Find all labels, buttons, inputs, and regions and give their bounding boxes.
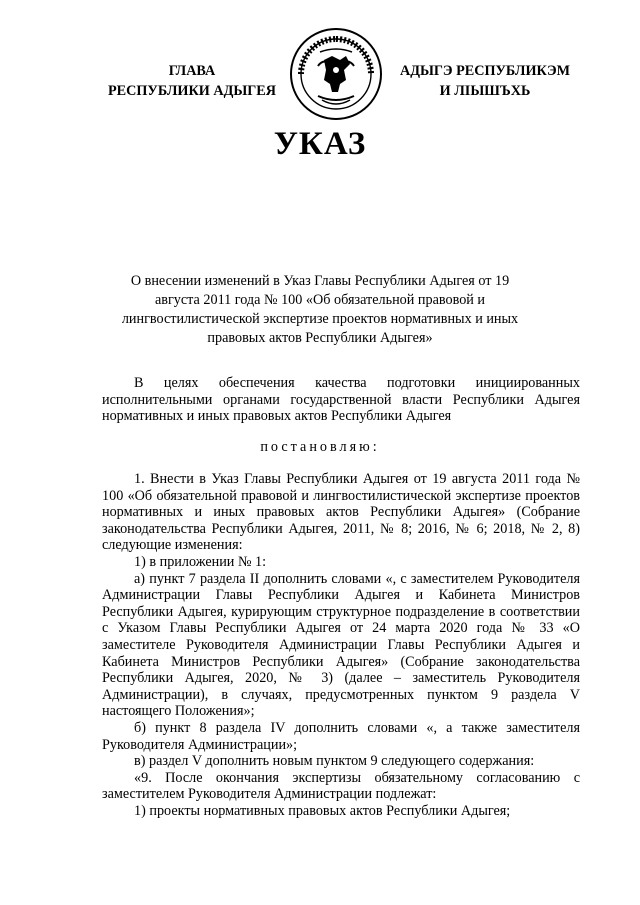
- issuer-adyghe: [380, 61, 590, 101]
- paragraph: 1) проекты нормативных правовых актов Республики Адыгея;: [134, 802, 511, 819]
- paragraph: а) пункт 7 раздела II дополнить словами «, с заместителем Руководителя Администрации Главы Республики Адыгея и Кабинета Министров Республики Адыгея, курирующим структурное подразделение в соответствии с Указом Главы Республики Адыгея от 24 марта 2020 года № 33 «О заместителе Руководителя Администрации Главы Республики Адыгея и Кабинета Министров Республики Адыгея» (Собрание законодательства Республики Адыгея, 2020, № 3) (далее – заместитель Руководителя Администрации), в случаях, предусмотренных пунктом 9 раздела V настоящего Положения»;: [102, 570, 580, 720]
- issuer-russian-line1: ГЛАВА: [168, 63, 216, 79]
- issuer-russian: [92, 61, 292, 101]
- document-title: УКАЗ: [273, 126, 367, 162]
- paragraph: 1. Внести в Указ Главы Республики Адыгея от 19 августа 2011 года № 100 «Об обязательной правовой и лингвостилистической экспертизе проектов нормативных и иных правовых актов Республики Адыгея» (Собрание законодательства Республики Адыгея, 2011, № 8; 2016, № 6; 2018, № 2, 8) следующие изменения:: [102, 471, 580, 554]
- coat-of-arms-emblem: [288, 26, 384, 122]
- paragraph: «9. После окончания экспертизы обязательному согласованию с заместителем Руководителя Администрации подлежат:: [102, 769, 580, 803]
- preamble-block: [102, 375, 580, 425]
- decree-body: [102, 471, 580, 819]
- document-subject: О внесении изменений в Указ Главы Республики Адыгея от 19 августа 2011 года № 100 «Об обязательной правовой и лингвостилистической экспертизе проектов нормативных и иных правовых актов Республики Адыгея»: [121, 273, 519, 346]
- decree-word: постановляю:: [260, 439, 380, 455]
- issuer-adyghe-line2: И ЛІЫШЪХЬ: [439, 83, 531, 99]
- preamble-text: В целях обеспечения качества подготовки инициированных исполнительными органами государственной власти Республики Адыгея нормативных и иных правовых актов Республики Адыгея: [102, 375, 580, 425]
- issuer-adyghe-line1: АДЫГЭ РЕСПУБЛИКЭМ: [399, 63, 571, 79]
- paragraph: б) пункт 8 раздела IV дополнить словами «, а также заместителя Руководителя Администрации»;: [102, 719, 580, 753]
- paragraph: в) раздел V дополнить новым пунктом 9 следующего содержания:: [134, 753, 535, 770]
- issuer-russian-line2: РЕСПУБЛИКИ АДЫГЕЯ: [108, 83, 276, 99]
- paragraph: 1) в приложении № 1:: [134, 553, 267, 570]
